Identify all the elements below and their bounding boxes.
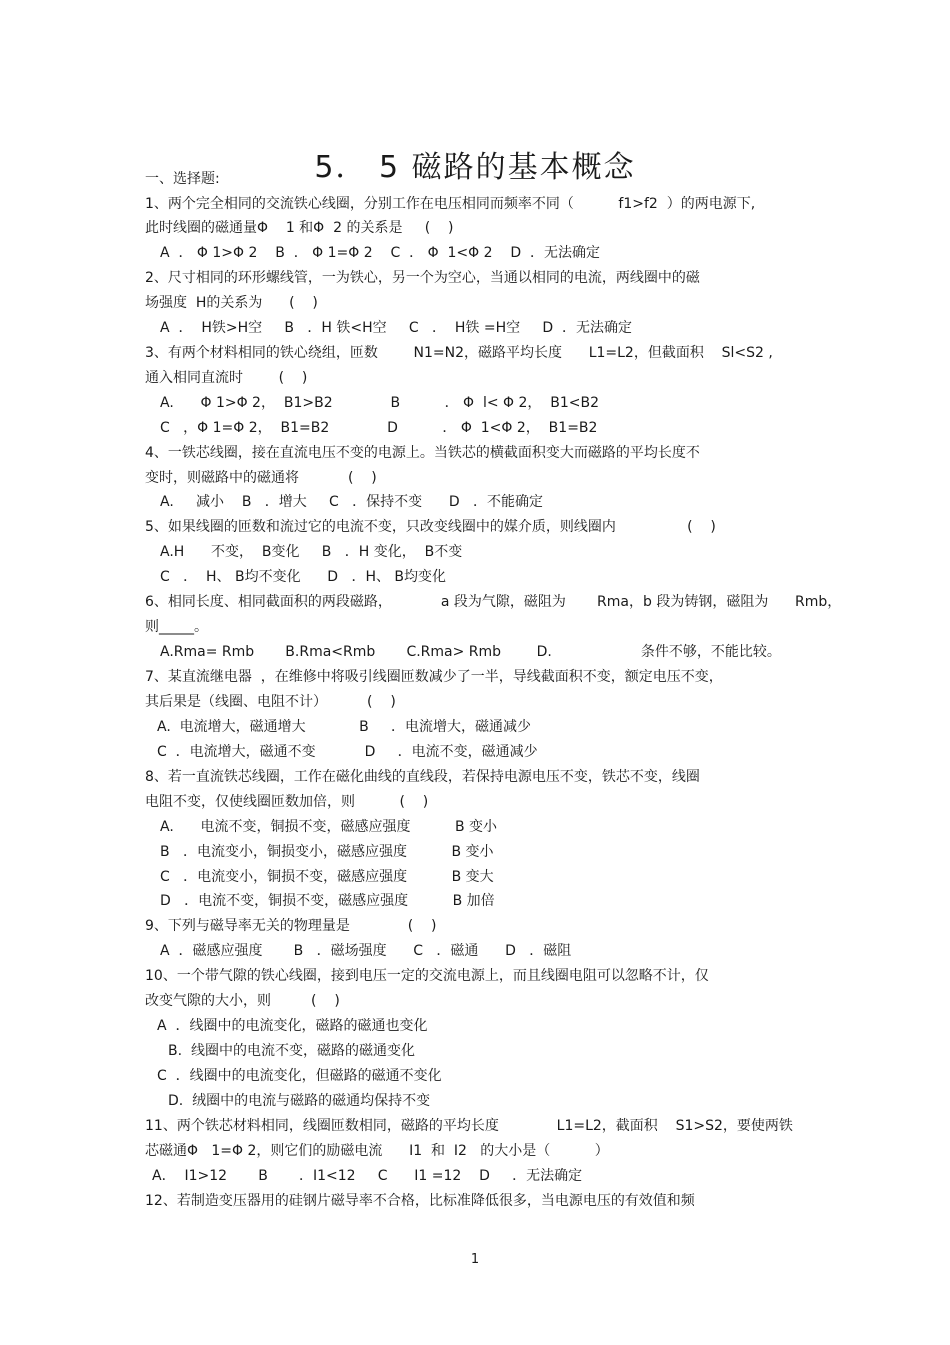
q8-option-b: B ．电流变小，铜损变小，磁感应强度 B 变小 <box>160 844 494 860</box>
q4-options: A. 减小 B ．增大 C ．保持不变 D ．不能确定 <box>160 494 543 510</box>
q3-stem-line2: 通入相同直流时 ( ) <box>145 370 308 386</box>
q2-options: A ． H铁>H空 B ．H 铁<H空 C ． H铁 =H空 D ．无法确定 <box>160 320 633 336</box>
q2-stem-line1: 2、尺寸相同的环形螺线管，一为铁心，另一个为空心，当通以相同的电流，两线圈中的磁 <box>145 270 700 286</box>
q9-options: A ．磁感应强度 B ．磁场强度 C ．磁通 D ．磁阻 <box>160 943 572 959</box>
q8-stem-line1: 8、若一直流铁芯线圈，工作在磁化曲线的直线段，若保持电源电压不变，铁芯不变，线圈 <box>145 769 700 785</box>
q12-stem-line1: 12、若制造变压器用的硅钢片磁导率不合格，比标准降低很多，当电源电压的有效值和频 <box>145 1193 695 1209</box>
q5-stem: 5、如果线圈的匝数和流过它的电流不变，只改变线圈中的媒介质，则线圈内 ( ) <box>145 519 716 535</box>
q11-stem-line2: 芯磁通Φ 1=Φ 2，则它们的励磁电流 I1 和 I2 的大小是（ ） <box>145 1143 609 1159</box>
q10-stem-line2: 改变气隙的大小，则 ( ) <box>145 993 340 1009</box>
q7-stem-line1: 7、某直流继电器 ，在维修中将吸引线圈匝数减少了一半，导线截面积不变，额定电压不变， <box>145 669 723 685</box>
q8-option-a: A. 电流不变，铜损不变，磁感应强度 B 变小 <box>160 819 498 835</box>
q5-options-ab: A.H 不变， B变化 B ．H 变化， B不变 <box>160 544 463 560</box>
section-heading: 一、选择题: <box>145 171 220 187</box>
q9-stem: 9、下列与磁导率无关的物理量是 ( ) <box>145 918 437 934</box>
page-title: 5． 5 磁路的基本概念 <box>314 150 636 186</box>
q3-options-ab: A. Φ 1>Φ 2， B1>B2 B ． Φ l< Φ 2， B1<B2 <box>160 395 600 411</box>
q5-options-cd: C ． H、 B均不变化 D ．H、 B均变化 <box>160 569 447 585</box>
q1-stem-line2: 此时线圈的磁通量Φ 1 和Φ 2 的关系是 ( ) <box>145 220 454 236</box>
q1-stem-line1: 1、两个完全相同的交流铁心线圈，分别工作在电压相同而频率不同（ f1>f2 ）的两电源下, <box>145 196 756 212</box>
q8-stem-line2: 电阻不变，仅使线圈匝数加倍，则 ( ) <box>145 794 429 810</box>
q11-options: A． I1>12 B ．I1<12 C I1 =12 D ．无法确定 <box>152 1168 583 1184</box>
q7-stem-line2: 其后果是（线圈、电阻不计） ( ) <box>145 694 396 710</box>
q3-options-cd: C ，Φ 1=Φ 2， B1=B2 D ． Φ 1<Φ 2， B1=B2 <box>160 420 598 436</box>
q10-option-d: D. 绒圈中的电流与磁路的磁通均保持不变 <box>168 1093 431 1109</box>
q6-options: A.Rma= Rmb B.Rma<Rmb C.Rma> Rmb D. 条件不够，不能比较。 <box>160 644 781 660</box>
q10-option-a: A ．线圈中的电流变化，磁路的磁通也变化 <box>157 1018 428 1034</box>
q8-option-d: D ．电流不变，铜损不变，磁感应强度 B 加倍 <box>160 893 495 909</box>
q1-options: A ． Φ 1>Φ 2 B ． Φ 1=Φ 2 C ． Φ 1<Φ 2 D ．无法确定 <box>160 245 600 261</box>
page-number: 1 <box>470 1252 480 1267</box>
q10-stem-line1: 10、一个带气隙的铁心线圈，接到电压一定的交流电源上，而且线圈电阻可以忽略不计，仅 <box>145 968 709 984</box>
q2-stem-line2: 场强度 H的关系为 ( ) <box>145 295 318 311</box>
q10-option-c: C ．线圈中的电流变化，但磁路的磁通不变化 <box>157 1068 442 1084</box>
q10-option-b: B. 线圈中的电流不变，磁路的磁通变化 <box>168 1043 415 1059</box>
q4-stem-line1: 4、一铁芯线圈，接在直流电压不变的电源上。当铁芯的横截面积变大而磁路的平均长度不 <box>145 445 700 461</box>
q8-option-c: C ．电流变小，铜损不变，磁感应强度 B 变大 <box>160 869 494 885</box>
q3-stem-line1: 3、有两个材料相同的铁心绕组，匝数 N1=N2，磁路平均长度 L1=L2，但截面积 Sl<S2 , <box>145 345 773 361</box>
q7-options-ab: A. 电流增大，磁通增大 B ．电流增大，磁通减少 <box>157 719 531 735</box>
q4-stem-line2: 变时，则磁路中的磁通将 ( ) <box>145 470 377 486</box>
q11-stem-line1: 11、两个铁芯材料相同，线圈匝数相同，磁路的平均长度 L1=L2，截面积 S1>S2，要使两铁 <box>145 1118 793 1134</box>
q7-options-cd: C ．电流增大，磁通不变 D ．电流不变，磁通减少 <box>157 744 538 760</box>
q6-stem-line1: 6、相同长度、相同截面积的两段磁路， a 段为气隙，磁阻为 Rma，b 段为铸钢，磁阻为 Rmb， <box>145 594 842 610</box>
q6-stem-line2: 则_____。 <box>145 619 208 635</box>
